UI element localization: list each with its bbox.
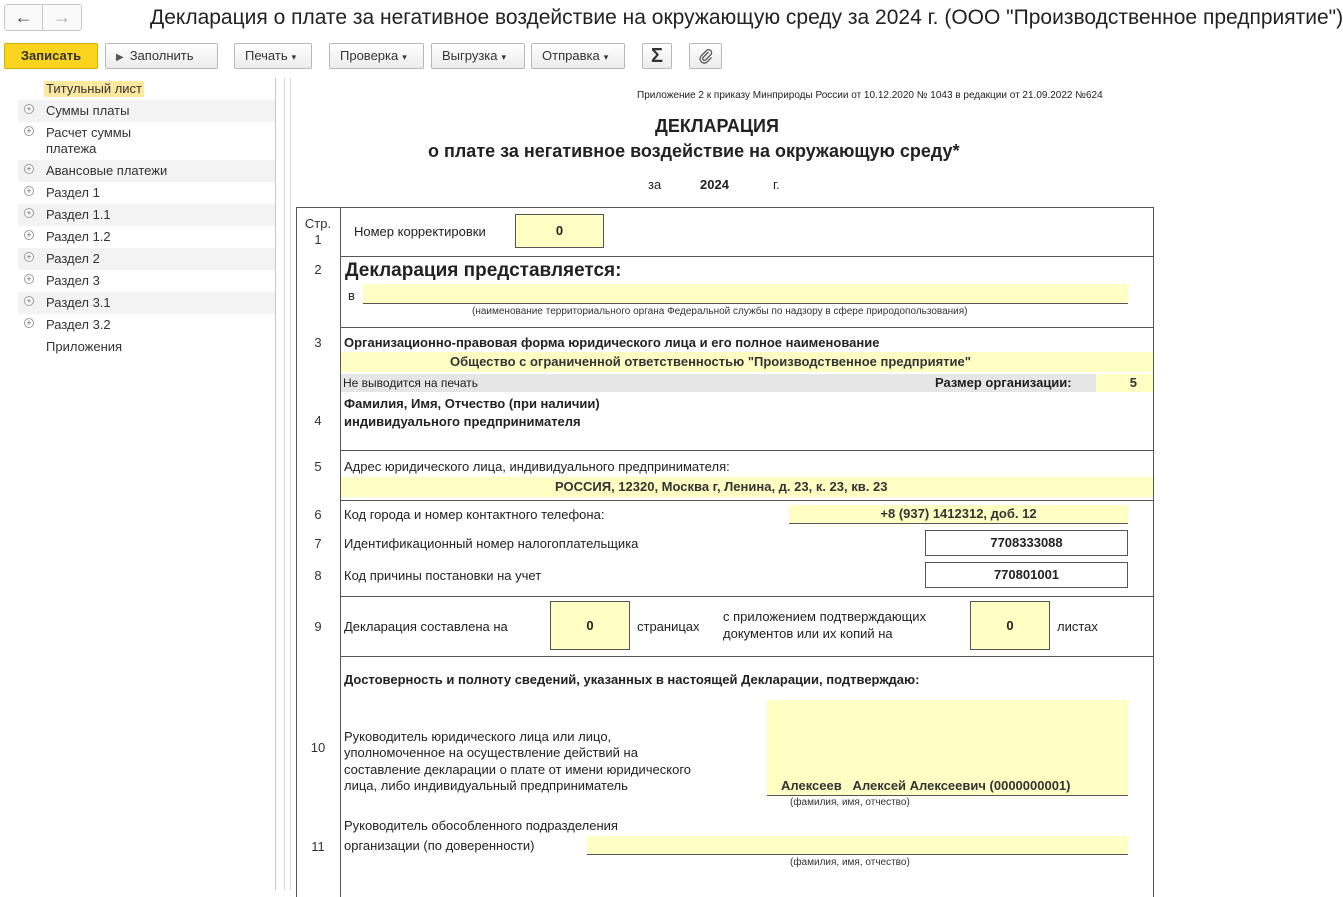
head-label-4: лица, либо индивидуальный предприниматель xyxy=(344,778,628,793)
expand-icon[interactable]: + xyxy=(24,296,34,306)
divider xyxy=(363,303,1128,304)
submitted-to-heading: Декларация представляется: xyxy=(345,260,622,281)
divider xyxy=(340,207,341,897)
expand-icon[interactable]: + xyxy=(24,318,34,328)
tree-item-section-3-2[interactable]: + Раздел 3.2 xyxy=(18,314,275,336)
tree-item-advance-payments[interactable]: + Авансовые платежи xyxy=(18,160,275,182)
expand-icon[interactable]: + xyxy=(24,230,34,240)
kpp-label: Код причины постановки на учет xyxy=(344,568,542,583)
attach-button[interactable] xyxy=(689,43,722,69)
tree-item-payment-sums[interactable]: + Суммы платы xyxy=(18,100,275,122)
order-reference-note: Приложение 2 к приказу Минприроды России от 10.12.2020 № 1043 в редакции от 21.09.2022 №624 xyxy=(637,90,1103,101)
doc-subtitle: о плате за негативное воздействие на окружающую среду* xyxy=(428,141,960,161)
confirmation-heading: Достоверность и полноту сведений, указанных в настоящей Декларации, подтверждаю: xyxy=(344,672,920,687)
ip-name-label: Фамилия, Имя, Отчество (при наличии) xyxy=(344,396,600,411)
pages-suffix-label: страницах xyxy=(637,619,700,634)
save-button[interactable]: Записать xyxy=(4,43,98,69)
address-label: Адрес юридического лица, индивидуального предпринимателя: xyxy=(344,459,730,474)
ip-name-label-2: индивидуального предпринимателя xyxy=(344,414,581,429)
head-signature-field[interactable] xyxy=(767,700,1128,795)
head-name-caption: (фамилия, имя, отчество) xyxy=(790,797,910,808)
year-suffix: г. xyxy=(773,177,780,192)
divider xyxy=(284,78,285,890)
sum-button[interactable] xyxy=(642,43,672,69)
sections-tree xyxy=(18,78,275,890)
attachments-label-2: документов или их копий на xyxy=(723,626,893,641)
head-name-value: Алексеев Алексей Алексеевич (0000000001) xyxy=(781,778,1071,793)
branch-head-field[interactable] xyxy=(587,836,1128,854)
branch-head-label-2: организации (по доверенности) xyxy=(344,838,535,853)
tree-item-title-page[interactable]: Титульный лист xyxy=(46,81,143,96)
expand-icon[interactable]: + xyxy=(24,164,34,174)
dropdown-arrow-icon: ▾ xyxy=(402,52,407,62)
tree-item-section-3[interactable]: + Раздел 3 xyxy=(18,270,275,292)
paperclip-icon xyxy=(698,48,714,64)
tree-item-section-2[interactable]: + Раздел 2 xyxy=(18,248,275,270)
row-number: 2 xyxy=(314,262,322,277)
divider xyxy=(340,327,1154,328)
address-value: РОССИЯ, 12320, Москва г, Ленина, д. 23, к. 23, кв. 23 xyxy=(555,479,888,494)
head-label-1: Руководитель юридического лица или лицо, xyxy=(344,729,612,744)
phone-field[interactable]: +8 (937) 1412312, доб. 12 xyxy=(789,505,1128,523)
org-name-value: Общество с ограниченной ответственностью "Производственное предприятие" xyxy=(450,354,971,369)
dropdown-arrow-icon: ▾ xyxy=(603,52,609,62)
correction-number-label: Номер корректировки xyxy=(354,224,486,239)
year-prefix: за xyxy=(648,177,662,192)
row-number: 1 xyxy=(314,232,322,247)
head-label-3: составление декларации о плате от имени юридического xyxy=(344,762,692,777)
row-number: 10 xyxy=(310,740,326,755)
tree-item-attachments[interactable]: Приложения xyxy=(46,339,123,354)
row-number: 11 xyxy=(311,839,325,854)
authority-name-field[interactable] xyxy=(363,284,1128,303)
divider xyxy=(340,656,1154,657)
sheets-count-field[interactable]: 0 xyxy=(970,601,1050,650)
inn-field[interactable]: 7708333088 xyxy=(925,530,1128,556)
phone-label: Код города и номер контактного телефона: xyxy=(344,507,605,522)
attachments-label: с приложением подтверждающих xyxy=(723,609,927,624)
tree-item-section-1-2[interactable]: + Раздел 1.2 xyxy=(18,226,275,248)
expand-icon[interactable]: + xyxy=(24,104,34,114)
org-size-field[interactable]: 5 xyxy=(1096,374,1153,392)
address-field[interactable] xyxy=(341,477,1153,497)
tree-item-section-1-1[interactable]: + Раздел 1.1 xyxy=(18,204,275,226)
row-number: 7 xyxy=(314,536,322,551)
divider xyxy=(789,523,1128,524)
row-number: 5 xyxy=(314,459,322,474)
divider xyxy=(340,596,1154,597)
row-number: 6 xyxy=(314,507,322,522)
forward-button[interactable] xyxy=(43,4,82,31)
expand-icon[interactable]: + xyxy=(24,274,34,284)
expand-icon[interactable]: + xyxy=(24,208,34,218)
branch-head-label-1: Руководитель обособленного подразделения xyxy=(344,818,618,833)
org-size-label: Размер организации: xyxy=(935,375,1072,390)
authority-caption: (наименование территориального органа Федеральной службы по надзору в сфере природопользования) xyxy=(472,306,968,317)
row-number: 8 xyxy=(314,568,322,583)
arrow-left-icon: ← xyxy=(14,7,33,27)
doc-title: ДЕКЛАРАЦИЯ xyxy=(655,116,779,136)
divider xyxy=(587,854,1128,855)
row-number: Стр. xyxy=(304,216,332,231)
print-menu-button[interactable]: Печать ▾ xyxy=(234,43,312,69)
expand-icon[interactable]: + xyxy=(24,252,34,262)
tree-item-payment-calc[interactable]: + Расчет суммы платежа xyxy=(18,122,275,160)
divider xyxy=(290,78,291,890)
kpp-field[interactable]: 770801001 xyxy=(925,562,1128,588)
row-number: 9 xyxy=(314,619,322,634)
org-name-label: Организационно-правовая форма юридического лица и его полное наименование xyxy=(344,335,880,350)
fill-button[interactable]: ▶ Заполнить xyxy=(105,43,218,69)
head-label-2: уполномоченное на осуществление действий на xyxy=(344,745,638,760)
sigma-icon: Σ xyxy=(650,45,663,67)
panel-splitter[interactable] xyxy=(275,78,276,890)
no-print-note: Не выводится на печать xyxy=(343,376,479,390)
arrow-right-icon: → xyxy=(53,7,71,27)
expand-icon[interactable]: + xyxy=(24,186,34,196)
divider xyxy=(340,500,1154,501)
expand-icon[interactable]: + xyxy=(24,126,34,136)
correction-number-field[interactable]: 0 xyxy=(515,214,604,248)
year-value: 2024 xyxy=(700,177,729,192)
tree-item-section-1[interactable]: + Раздел 1 xyxy=(18,182,275,204)
pages-count-field[interactable]: 0 xyxy=(550,601,630,650)
sheets-suffix-label: листах xyxy=(1057,619,1098,634)
tree-item-section-3-1[interactable]: + Раздел 3.1 xyxy=(18,292,275,314)
inn-label: Идентификационный номер налогоплательщика xyxy=(344,536,639,551)
pages-prefix-label: Декларация составлена на xyxy=(344,619,508,634)
org-name-field[interactable] xyxy=(341,352,1153,372)
row-number: 4 xyxy=(314,413,322,428)
check-menu-button[interactable]: Проверка ▾ xyxy=(329,43,424,69)
branch-head-caption: (фамилия, имя, отчество) xyxy=(790,857,910,868)
window-title: Декларация о плате за негативное воздействие на окружающую среду за 2024 г. (ООО "Производственное предприятие") xyxy=(150,6,1343,29)
divider xyxy=(767,795,1128,796)
export-menu-button[interactable]: Выгрузка ▾ xyxy=(431,43,525,69)
divider xyxy=(340,450,1154,451)
send-menu-button[interactable]: Отправка ▾ xyxy=(531,43,625,69)
play-icon: ▶ xyxy=(116,52,124,63)
dropdown-arrow-icon: ▾ xyxy=(291,52,297,62)
divider xyxy=(340,256,1154,257)
row-number: 3 xyxy=(314,335,322,350)
submitted-to-prefix: в xyxy=(348,288,355,303)
dropdown-arrow-icon: ▾ xyxy=(501,52,507,62)
back-button[interactable] xyxy=(4,4,43,31)
